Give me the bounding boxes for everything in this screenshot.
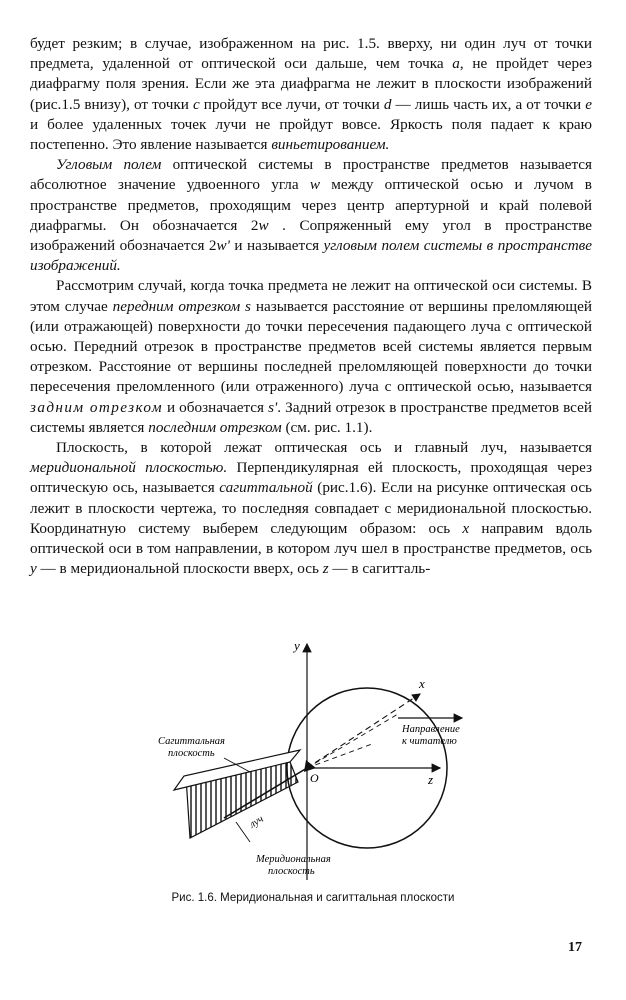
label-sagittal-2: плоскость	[168, 748, 215, 759]
meridional-leader	[236, 822, 250, 842]
paragraph-4: Плоскость, в которой лежат оптическая ось и главный луч, называется меридиональной плоскостью. Перпендикулярная ей плоскость, проходящая через оптическую ось, называется сагиттальной (рис.1.6). Если на рисунке оптическая ось лежит в плоскости чертежа, то последняя совпадает с меридиональной плоскостью. Координатную систему выберем следующим образом: ось x направим вдоль оптической оси в том направлении, в котором луч шел в пространстве предметов, ось y — в меридиональной плоскости вверх, ось z — в сагитталь-	[30, 439, 592, 578]
ray-dashed-2	[307, 744, 372, 768]
label-direction-2: к читателю	[402, 736, 457, 747]
figure-caption: Рис. 1.6. Меридиональная и сагиттальная плоскости	[171, 892, 455, 904]
label-origin: O	[310, 771, 319, 785]
label-meridional-1: Меридиональная	[256, 854, 331, 865]
label-y: y	[294, 638, 300, 653]
label-meridional-2: плоскость	[268, 866, 315, 877]
paragraph-2: Угловым полем оптической системы в пространстве предметов называется абсолютное значение удвоенного угла w между оптической осью и лучом в пространстве предметов, проходящим через центр апертурной и край полевой диафрагмы. Он обозначается 2w . Сопряженный ему угол в пространстве изображений обозначается 2w' и называется угловым полем системы в пространстве изображений.	[30, 156, 593, 275]
label-sagittal-1: Сагиттальная	[158, 736, 225, 747]
page-number: 17	[568, 940, 582, 955]
body-text	[30, 34, 592, 579]
label-ray: луч	[247, 813, 266, 831]
planes-diagram	[140, 632, 490, 892]
ray-dashed-1	[307, 714, 398, 768]
paragraph-3: Рассмотрим случай, когда точка предмета не лежит на оптической оси системы. В этом случае передним отрезком s называется расстояние от вершины преломляющей (или отражающей) поверхности до точки пересечения падающего луча с оптической осью. Передний отрезок в пространстве предметов всей системы является первым отрезком. Расстояние от вершины последней преломляющей поверхности до точки пересечения преломленного (или отраженного) луча с оптической осью, называется задним отрезком и обозначается s'. Задний отрезок в пространстве предметов всей системы является последним отрезком (см. рис. 1.1).	[30, 277, 592, 436]
label-z: z	[428, 772, 434, 787]
label-x: x	[419, 676, 425, 691]
figure-1-6	[140, 632, 490, 892]
label-direction-1: Направление	[402, 724, 460, 735]
paragraph-1: будет резким; в случае, изображенном на рис. 1.5. вверху, ни один луч от точки предмета, удаленной от оптической оси дальше, чем точка a, не пройдет через диафрагму поля зрения. Если же эта диафрагма не лежит в плоскости изображений (рис.1.5 внизу), от точки c пройдут все лучи, от точки d — лишь часть их, а от точки e и более удаленных точек лучи не пройдут вовсе. Яркость поля падает к краю постепенно. Это явление называется виньетированием.	[30, 35, 592, 154]
